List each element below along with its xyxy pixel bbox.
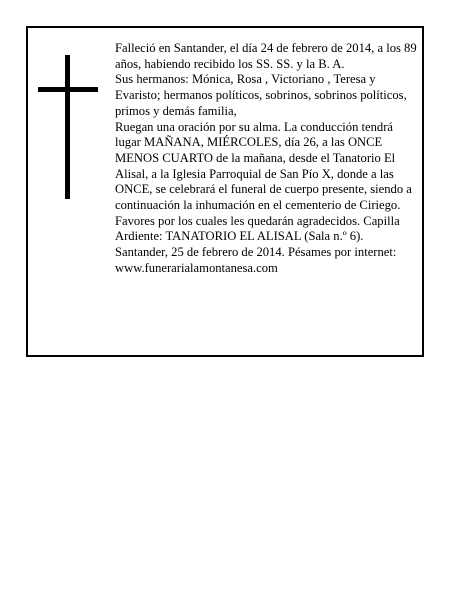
latin-cross-icon <box>38 55 98 199</box>
funeral-details: Ruegan una oración por su alma. La conducción tendrá lugar MAÑANA, MIÉRCOLES, día 26, a las ONCE MENOS CUARTO de la mañana, desde el Tanatorio El Alisal, a la Iglesia Parroquial de San Pío X, donde a las ONCE, se celebrará el funeral de cuerpo presente, siendo a continuación la inhumación en el cementerio de Ciriego. Favores por los cuales les quedarán agradecidos. Capilla Ardiente: TANATORIO EL ALISAL (Sala n.º 6). <box>115 119 412 244</box>
cross-vertical-bar <box>65 55 70 199</box>
date-and-condolences: Santander, 25 de febrero de 2014. Pésames por internet: www.funerarialamontanesa.com <box>115 245 397 275</box>
obituary-notice <box>26 26 424 357</box>
death-announcement: Falleció en Santander, el día 24 de febrero de 2014, a los 89 años, habiendo recibido los SS. SS. y la B. A. <box>115 41 417 71</box>
family-members: Sus hermanos: Mónica, Rosa , Victoriano , Teresa y Evaristo; hermanos políticos, sobrinos, sobrinos políticos, primos y demás familia, <box>115 72 407 118</box>
cross-horizontal-bar <box>38 87 98 92</box>
obituary-text <box>115 41 418 277</box>
